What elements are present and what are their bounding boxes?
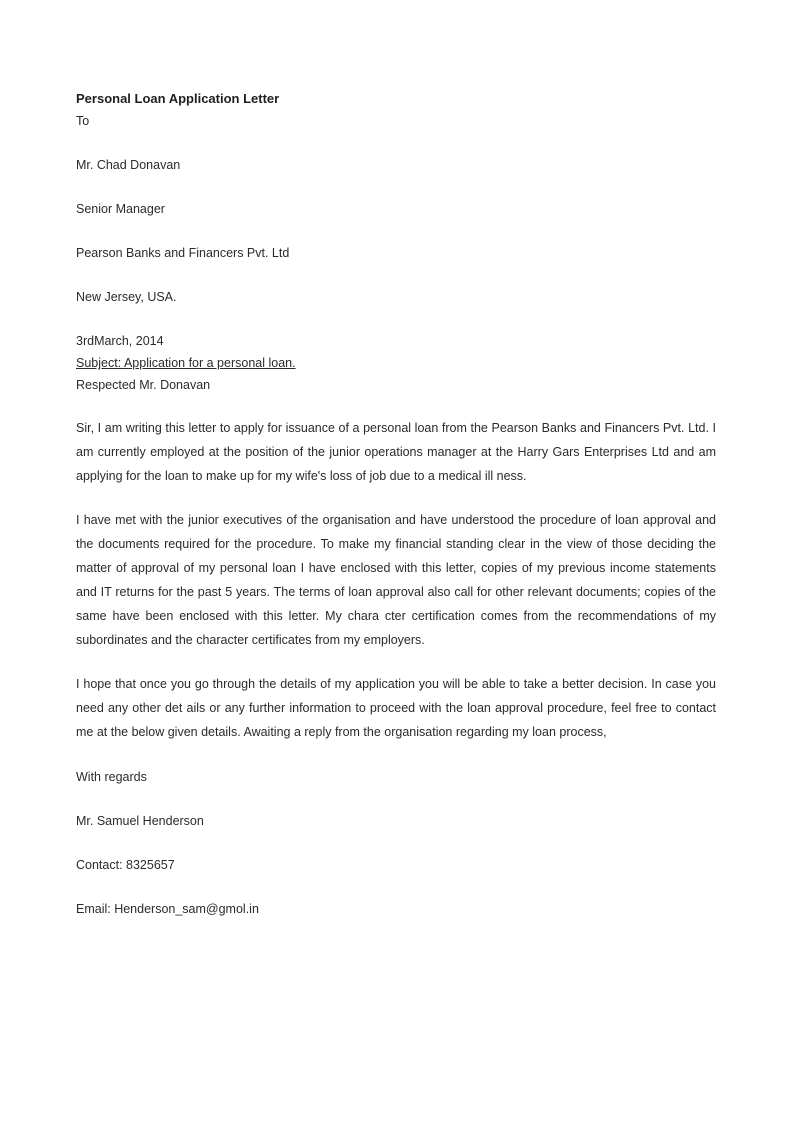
- letter-body: [76, 88, 716, 920]
- body-paragraph-2: I have met with the junior executives of the organisation and have understood the procedure of loan approval and the documents required for the procedure. To make my financial standing clear in the view of those deciding the matter of approval of my personal loan I have enclosed with this letter, copies of my previous income statements and IT returns for the past 5 years. The terms of loan approval also call for other relevant documents; copies of the same have been enclosed with this letter. My chara cter certification comes from the recommendations of my subordinates and the character certificates from my employers.: [76, 513, 716, 647]
- salutation: Respected Mr. Donavan: [76, 378, 211, 392]
- to-line: To: [76, 114, 90, 128]
- letter-subject: Subject: Application for a personal loan.: [76, 356, 296, 370]
- letter-title: Personal Loan Application Letter: [76, 91, 280, 106]
- sender-contact: Contact: 8325657: [76, 858, 175, 872]
- body-paragraph-3: I hope that once you go through the details of my application you will be able to take a better decision. In case you need any other det ails or any further information to proceed with the loan approval procedure, feel free to contact me at the below given details. Awaiting a reply from the organisation regarding my loan process,: [76, 677, 716, 739]
- sender-email: Email: Henderson_sam@gmol.in: [76, 902, 259, 916]
- letter-date: 3rdMarch, 2014: [76, 334, 164, 348]
- recipient-name: Mr. Chad Donavan: [76, 158, 181, 172]
- recipient-title: Senior Manager: [76, 202, 165, 216]
- recipient-location: New Jersey, USA.: [76, 290, 177, 304]
- closing: With regards: [76, 770, 147, 784]
- body-paragraph-1: Sir, I am writing this letter to apply for issuance of a personal loan from the Pearson Banks and Financers Pvt. Ltd. I am currently employed at the position of the junior operations manager at the Harry Gars Enterprises Ltd and am applying for the loan to make up for my wife's loss of job due to a medical ill ness.: [76, 421, 716, 483]
- sender-name: Mr. Samuel Henderson: [76, 814, 204, 828]
- recipient-company: Pearson Banks and Financers Pvt. Ltd: [76, 246, 290, 260]
